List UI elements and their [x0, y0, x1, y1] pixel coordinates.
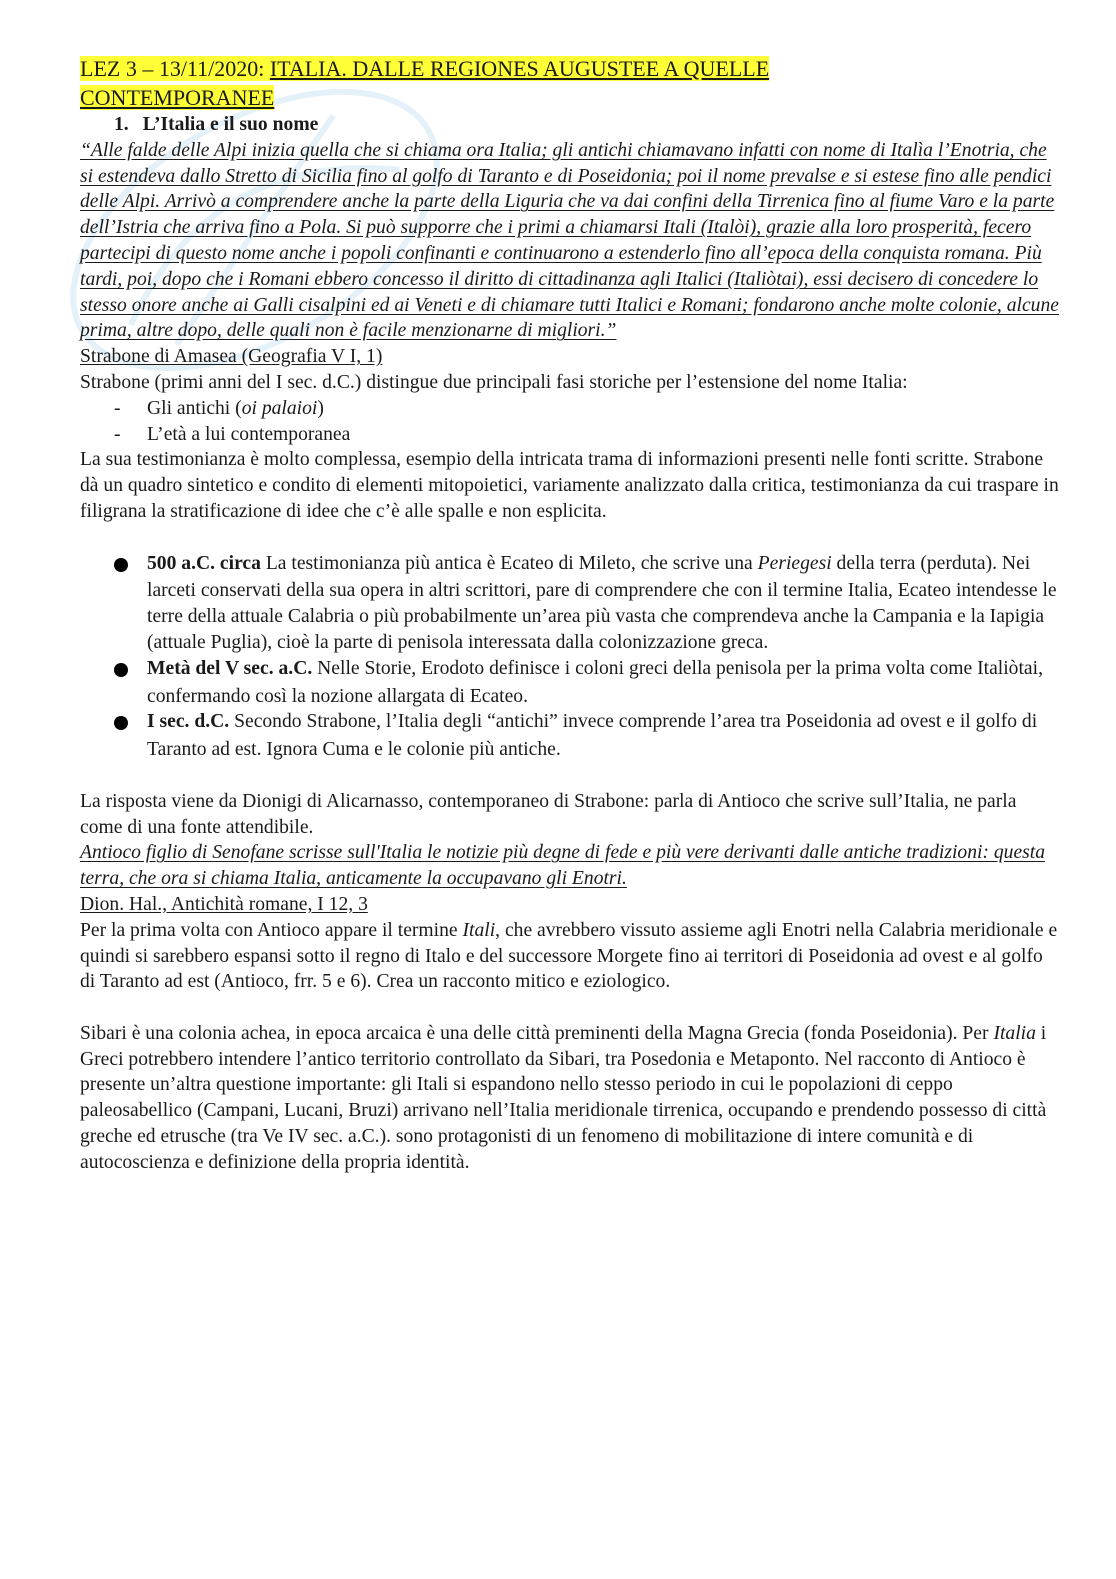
sibari-paragraph [80, 1021, 1060, 1176]
timeline-text: La testimonianza più antica è Ecateo di Mileto, che scrive una [265, 552, 758, 574]
bullet-icon [80, 709, 147, 763]
timeline-date: I sec. d.C. [147, 711, 230, 733]
phases-list [80, 396, 1060, 448]
section-number: 1. [114, 114, 129, 135]
timeline-date: Metà del V sec. a.C. [147, 657, 313, 679]
lesson-title [80, 54, 1060, 112]
dion-source: Dion. Hal., Antichità romane, I 12, 3 [80, 893, 368, 915]
sibari-italic: Italia [993, 1022, 1036, 1044]
testimony-paragraph: La sua testimonianza è molto complessa, esempio della intricata trama di informazioni presenti nelle fonti scritte. Strabone dà un quadro sintetico e condito di elementi mitopoietici, variamente analizzato dalla critica, testimonianza da cui traspare in filigrana la stratificazione di idee che c’è alle spalle e non esplicita. [80, 449, 1059, 522]
list-item [80, 396, 1060, 422]
dash-marker: - [114, 423, 121, 445]
sibari-text: Sibari è una colonia achea, in epoca arcaica è una delle città preminenti della Magna Grecia (fonda Poseidonia). Per [80, 1022, 994, 1044]
section-heading [114, 112, 1060, 138]
lesson-prefix: LEZ 3 – 13/11/2020: [80, 56, 270, 81]
list-item [80, 656, 1060, 710]
timeline-text: Secondo Strabone, l’Italia degli “antichi” invece comprende l’area tra Poseidonia ad ovest e il golfo di Taranto ad est. Ignora Cuma e le colonie più antiche. [147, 711, 1038, 761]
document-page [80, 54, 1060, 1176]
list-item [80, 709, 1060, 763]
strabone-source: Strabone di Amasea (Geografia V I, 1) [80, 346, 383, 368]
phase-text: L’età a lui contemporanea [147, 423, 351, 445]
itali-paragraph [80, 918, 1060, 995]
dash-marker: - [114, 397, 121, 419]
bullet-icon [80, 656, 147, 710]
list-item [80, 422, 1060, 448]
list-item [80, 551, 1060, 656]
timeline-text-end: della terra (perduta). Nei larceti conservati della sua opera in altri scrittori, pare di comprendere che con il termine Italia, Ecateo intendesse le terre della attuale Calabria o più probabilmente un’area più vasta che comprendeva anche la Campania e la Iapigia (attuale Puglia), cioè la parte di penisola interessata dalla colonizzazione greca. [147, 552, 1057, 653]
phase-text: Gli antichi ( [147, 397, 242, 419]
antioco-quote: Antioco figlio di Senofane scrisse sull'Italia le notizie più degne di fede e più vere derivanti dalle antiche tradizioni: questa terra, che ora si chiama Italia, anticamente la occupavano gli Enotri. [80, 842, 1046, 890]
timeline-date: 500 a.C. circa [147, 552, 261, 574]
timeline-text: Nelle Storie, Erodoto definisce i coloni greci della penisola per la prima volta come Italiòtai, confermando così la nozione allargata di Ecateo. [147, 657, 1043, 707]
lesson-title-line-1: ITALIA. DALLE REGIONES AUGUSTEE A QUELLE [269, 56, 770, 81]
dionigi-paragraph: La risposta viene da Dionigi di Alicarnasso, contemporaneo di Strabone: parla di Antioco che scrive sull’Italia, ne parla come di una fonte attendibile. [80, 790, 1017, 838]
phase-text-end: ) [317, 397, 324, 419]
itali-italic: Itali [462, 919, 496, 941]
lesson-title-line-2: CONTEMPORANEE [80, 85, 275, 110]
phase-italic: oi palaioi [241, 397, 318, 419]
timeline-italic: Periegesi [757, 552, 832, 574]
itali-text-end: , che avrebbero vissuto assieme agli Enotri nella Calabria meridionale e quindi si sarebbero espansi sotto il regno di Italo e del successore Morgete fino ai territori di Poseidonia ad ovest e al golfo di Taranto ad est (Antioco, frr. 5 e 6). Crea un racconto mitico e eziologico. [80, 919, 1058, 993]
itali-text: Per la prima volta con Antioco appare il termine [80, 919, 463, 941]
phases-intro: Strabone (primi anni del I sec. d.C.) distingue due principali fasi storiche per l’estensione del nome Italia: [80, 371, 908, 393]
sibari-text-end: i Greci potrebbero intendere l’antico territorio controllato da Sibari, tra Posedonia e Metaponto. Nel racconto di Antioco è presente un’altra questione importante: gli Itali si espandono nello stesso periodo in cui le popolazioni di ceppo paleosabellico (Campani, Lucani, Bruzi) arrivano nell’Italia meridionale tirrenica, occupando e prendendo possesso di città greche ed etrusche (tra Ve IV sec. a.C.). sono protagonisti di un fenomeno di mobilitazione di intere comunità e di autocoscienza e definizione della propria identità. [80, 1022, 1047, 1173]
section-title: L’Italia e il suo nome [142, 114, 319, 135]
strabone-quote: “Alle falde delle Alpi inizia quella che si chiama ora Italia; gli antichi chiamavano infatti con nome di Italìa l’Enotria, che si estendeva dallo Stretto di Sicilia fino al golfo di Taranto e di Poseidonia; poi il nome prevalse e si estese fino alle pendici delle Alpi. Arrivò a comprendere anche la parte della Liguria che va dai confini della Tirrenica fino al fiume Varo e la parte dell’Istria che arriva fino a Pola. Si può supporre che i primi a chiamarsi Itali (Italòi), grazie alla loro prosperità, fecero partecipi di questo nome anche i popoli confinanti e continuarono a estenderlo fino all’epoca della conquista romana. Più tardi, poi, dopo che i Romani ebbero concesso il diritto di cittadinanza agli Italici (Italiòtai), essi decisero di concedere lo stesso onore anche ai Galli cisalpini ed ai Veneti e di chiamare tutti Italici e Romani; fondarono anche molte colonie, alcune prima, altre dopo, delle quali non è facile menzionarne di migliori.” [80, 139, 1059, 342]
bullet-icon [80, 551, 147, 656]
timeline-list [80, 551, 1060, 763]
